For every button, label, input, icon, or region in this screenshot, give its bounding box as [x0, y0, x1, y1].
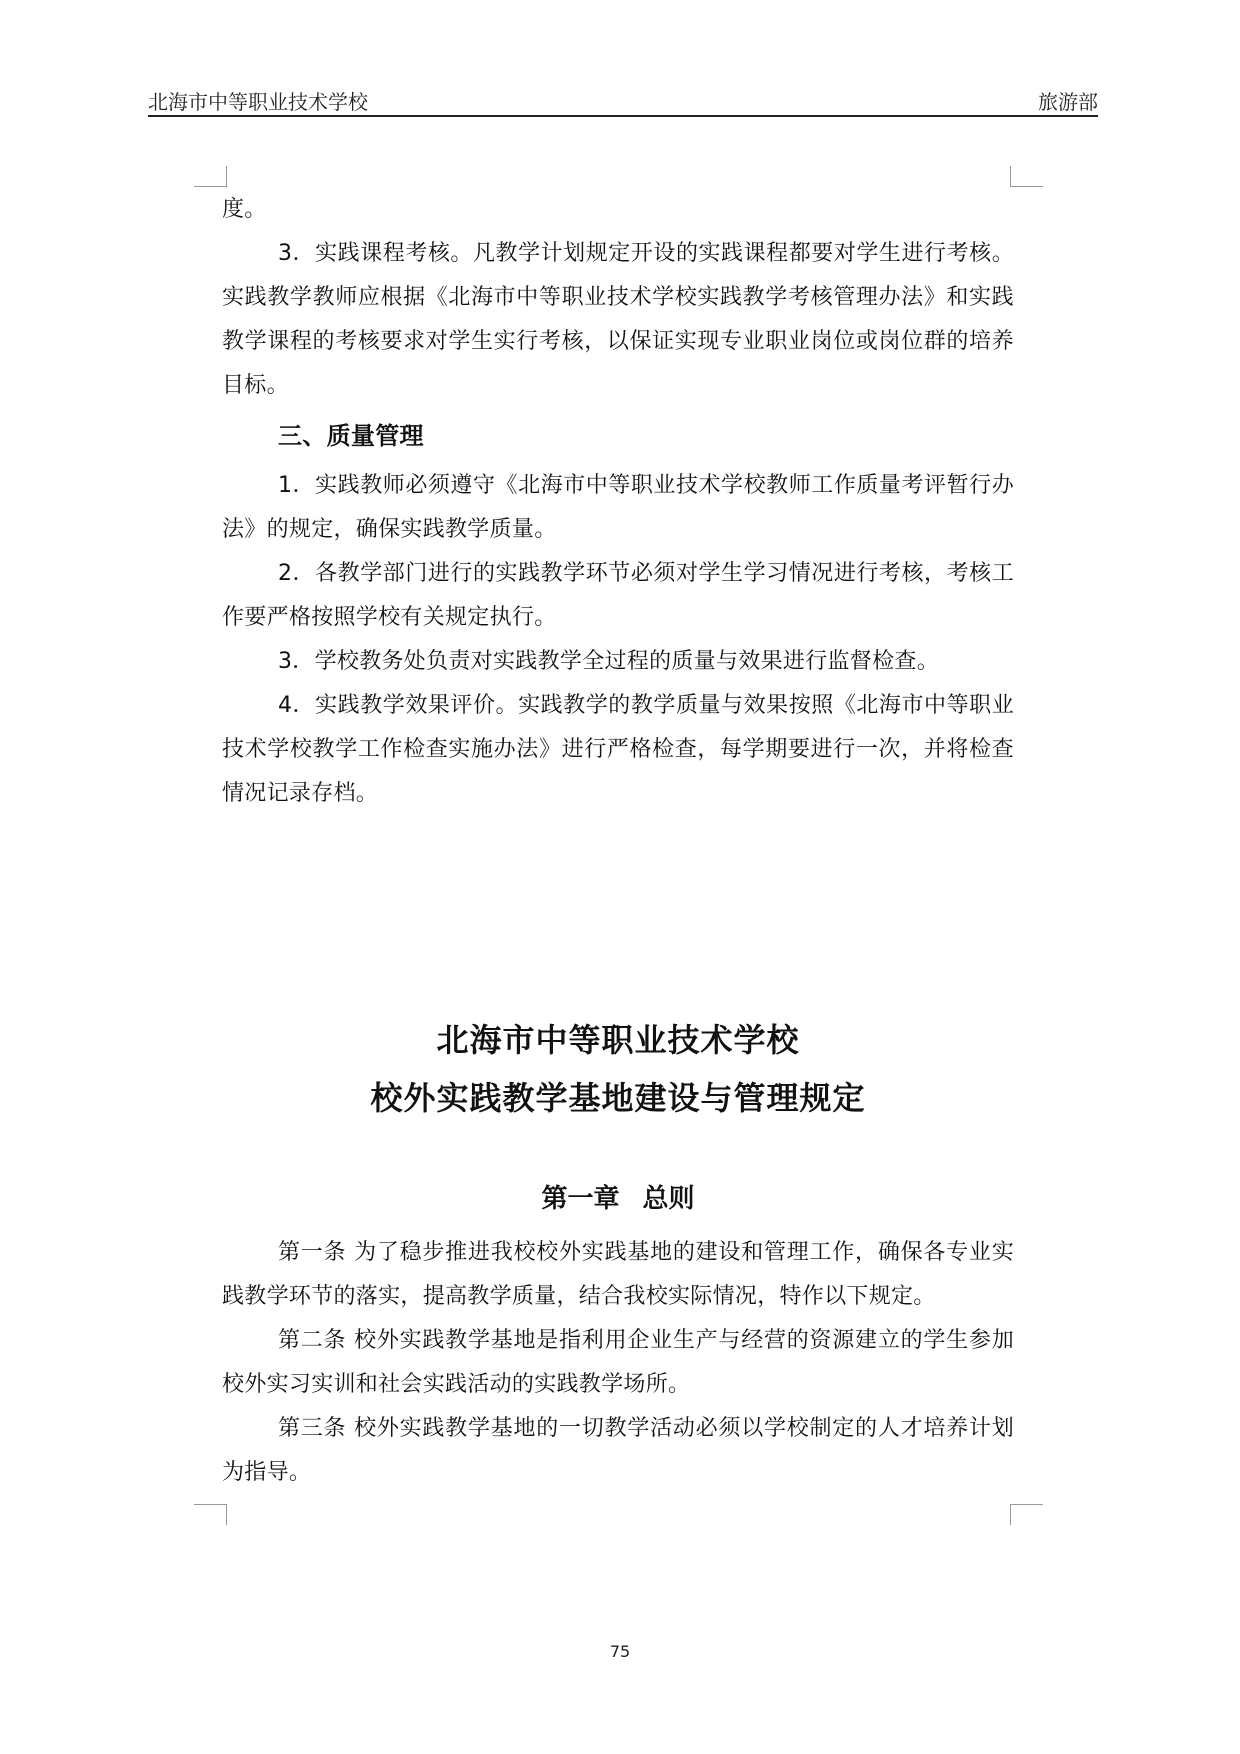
crop-mark-top-right	[1010, 166, 1043, 187]
document-title-line-1: 北海市中等职业技术学校	[436, 1021, 800, 1059]
continuation-text: 度。	[222, 197, 267, 222]
chapter-heading: 第一章 总则	[541, 1184, 695, 1214]
paragraph-practice-course-assessment: 3．实践课程考核。凡教学计划规定开设的实践课程都要对学生进行考核。实践教学教师应根据《北海市中等职业技术学校实践教学考核管理办法》和实践教学课程的考核要求对学生实行考核，以保证实现专业职业岗位或岗位群的培养目标。	[222, 241, 1014, 398]
paragraph-quality-item-3: 3．学校教务处负责对实践教学全过程的质量与效果进行监督检查。	[278, 649, 939, 674]
header-school-name: 北海市中等职业技术学校	[148, 90, 368, 114]
crop-mark-bottom-right	[1010, 1504, 1043, 1525]
article-1: 第一条 为了稳步推进我校校外实践基地的建设和管理工作，确保各专业实践教学环节的落实，提高教学质量，结合我校实际情况，特作以下规定。	[222, 1240, 1014, 1309]
page-number: 75	[609, 1642, 631, 1661]
article-3: 第三条 校外实践教学基地的一切教学活动必须以学校制定的人才培养计划为指导。	[222, 1416, 1014, 1485]
general-provisions-section	[222, 1231, 1014, 1495]
document-title-line-2: 校外实践教学基地建设与管理规定	[370, 1079, 866, 1117]
crop-mark-bottom-left	[194, 1504, 227, 1525]
header-rule	[148, 115, 1098, 117]
article-2: 第二条 校外实践教学基地是指利用企业生产与经营的资源建立的学生参加校外实习实训和社会实践活动的实践教学场所。	[222, 1328, 1014, 1397]
paragraph-quality-item-1: 1．实践教师必须遵守《北海市中等职业技术学校教师工作质量考评暂行办法》的规定，确保实践教学质量。	[222, 473, 1014, 542]
paragraph-quality-item-4: 4．实践教学效果评价。实践教学的教学质量与效果按照《北海市中等职业技术学校教学工作检查实施办法》进行严格检查，每学期要进行一次，并将检查情况记录存档。	[222, 693, 1014, 806]
section-heading-quality-management: 三、质量管理	[278, 422, 424, 450]
practice-assessment-section	[222, 188, 1014, 816]
header-department: 旅游部	[1038, 90, 1098, 114]
crop-mark-top-left	[194, 166, 227, 187]
paragraph-quality-item-2: 2．各教学部门进行的实践教学环节必须对学生学习情况进行考核，考核工作要严格按照学校有关规定执行。	[222, 561, 1014, 630]
